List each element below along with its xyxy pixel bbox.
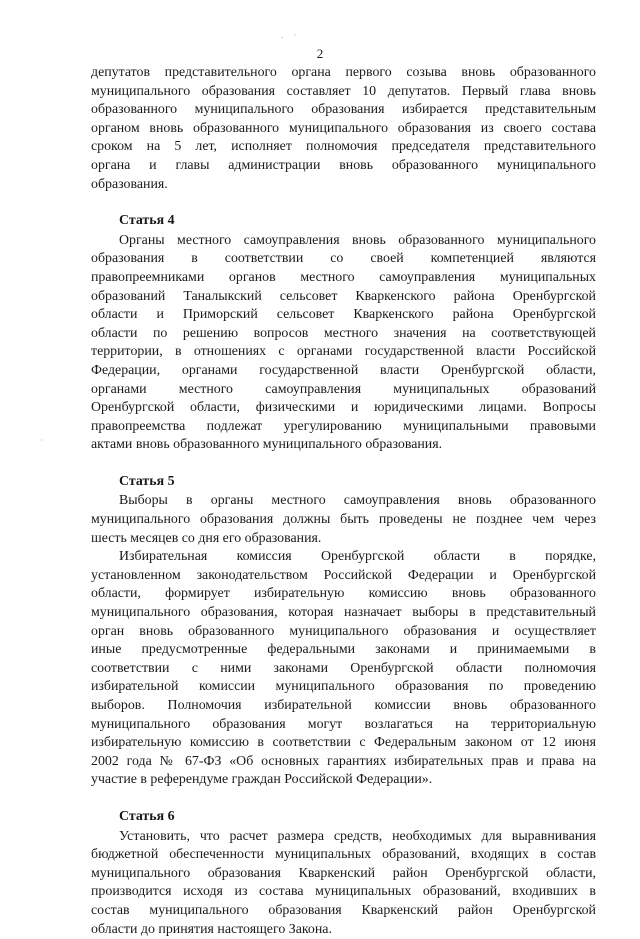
text-line: Избирательная комиссия Оренбургской области в порядке,	[119, 549, 596, 565]
text-line: орган вновь образованного муниципального образования и осуществляет	[91, 623, 596, 639]
scan-specks: . ·	[281, 30, 301, 40]
article-4-paragraph	[91, 232, 596, 455]
text-line: депутатов представительного органа первого созыва вновь образованного	[91, 65, 596, 80]
text-line: состав муниципального образования Кваркенский район Оренбургской	[91, 902, 596, 918]
margin-mark: ·	[40, 436, 43, 445]
text-line: образования.	[91, 176, 168, 192]
text-line: Установить, что расчет размера средств, необходимых для выравнивания	[119, 828, 596, 844]
article-5-paragraph-2	[91, 548, 596, 790]
text-line: органом вновь образованного муниципального образования из своего состава	[91, 120, 596, 136]
text-line: соответствии с ними законами Оренбургской области полномочия	[91, 660, 596, 676]
text-line: бюджетной обеспеченности муниципальных образований, входящих в состав	[91, 847, 596, 863]
text-line: избирательной комиссии муниципального образования по проведению	[91, 679, 596, 695]
text-line: органами местного самоуправления муниципальных образований	[91, 381, 596, 397]
text-line: выборов. Полномочия избирательной комиссии вновь образованного	[91, 698, 596, 713]
text-line: образований Таналыкский сельсовет Кваркенского района Оренбургской	[91, 288, 596, 304]
text-line: Федерации, органами государственной власти Оренбургской области,	[91, 362, 596, 378]
document-body	[91, 64, 596, 939]
text-line: области, формирует избирательную комиссию вновь образованного	[91, 586, 596, 602]
intro-paragraph	[91, 64, 596, 194]
text-line: муниципального образования должны быть проведены не позднее чем через	[91, 512, 596, 528]
text-line: сроком на 5 лет, исполняет полномочия председателя представительного	[91, 139, 596, 155]
article-5-heading: Статья 5	[119, 473, 175, 489]
text-line: иные предусмотренные федеральными законами и принимаемыми в	[91, 642, 596, 658]
article-5-paragraph-1	[91, 492, 596, 548]
article-6-paragraph	[91, 828, 596, 939]
text-line: муниципального образования могут возлагаться на территориальную	[91, 716, 596, 732]
page-number: 2	[316, 46, 324, 61]
text-line: муниципального образования Кваркенский район Оренбургской области,	[91, 865, 596, 881]
text-line: Органы местного самоуправления вновь образованного муниципального	[119, 232, 596, 248]
text-line: области по решению вопросов местного значения на соответствующей	[91, 325, 596, 341]
text-line: Выборы в органы местного самоуправления вновь образованного	[119, 493, 596, 509]
text-line: избирательную комиссию в соответствии с Федеральным законом от 12 июня	[91, 735, 596, 751]
article-6-heading: Статья 6	[119, 808, 175, 824]
text-line: области и Приморский сельсовет Кваркенского района Оренбургской	[91, 307, 596, 323]
text-line: участие в референдуме граждан Российской Федерации».	[91, 772, 433, 788]
text-line: образования в соответствии со своей компетенцией являются	[91, 251, 596, 267]
text-line: правопреемниками органов местного самоуправления муниципальных	[91, 269, 596, 285]
text-line: муниципального образования составляет 10 депутатов. Первый глава вновь	[91, 83, 596, 99]
text-line: правопреемства подлежат урегулированию муниципальными правовыми	[91, 418, 596, 434]
text-line: Оренбургской области, физическими и юридическими лицами. Вопросы	[91, 400, 596, 416]
text-line: области до принятия настоящего Закона.	[91, 921, 332, 937]
text-line: территории, в отношениях с органами государственной власти Российской	[91, 344, 596, 360]
text-line: муниципального образования, которая назначает выборы в представительный	[91, 605, 596, 621]
text-line: актами вновь образованного муниципального образования.	[91, 437, 443, 453]
text-line: органа и главы администрации вновь образованного муниципального	[91, 157, 596, 173]
text-line: производится исходя из состава муниципальных образований, входивших в	[91, 884, 596, 900]
text-line: установленном законодательством Российской Федерации и Оренбургской	[91, 567, 596, 583]
text-line: 2002 года № 67-ФЗ «Об основных гарантиях избирательных прав и права на	[91, 753, 596, 769]
text-line: шесть месяцев со дня его образования.	[91, 530, 322, 546]
text-line: образованного муниципального образования избирается представительным	[91, 102, 596, 118]
article-4-heading: Статья 4	[119, 213, 175, 229]
